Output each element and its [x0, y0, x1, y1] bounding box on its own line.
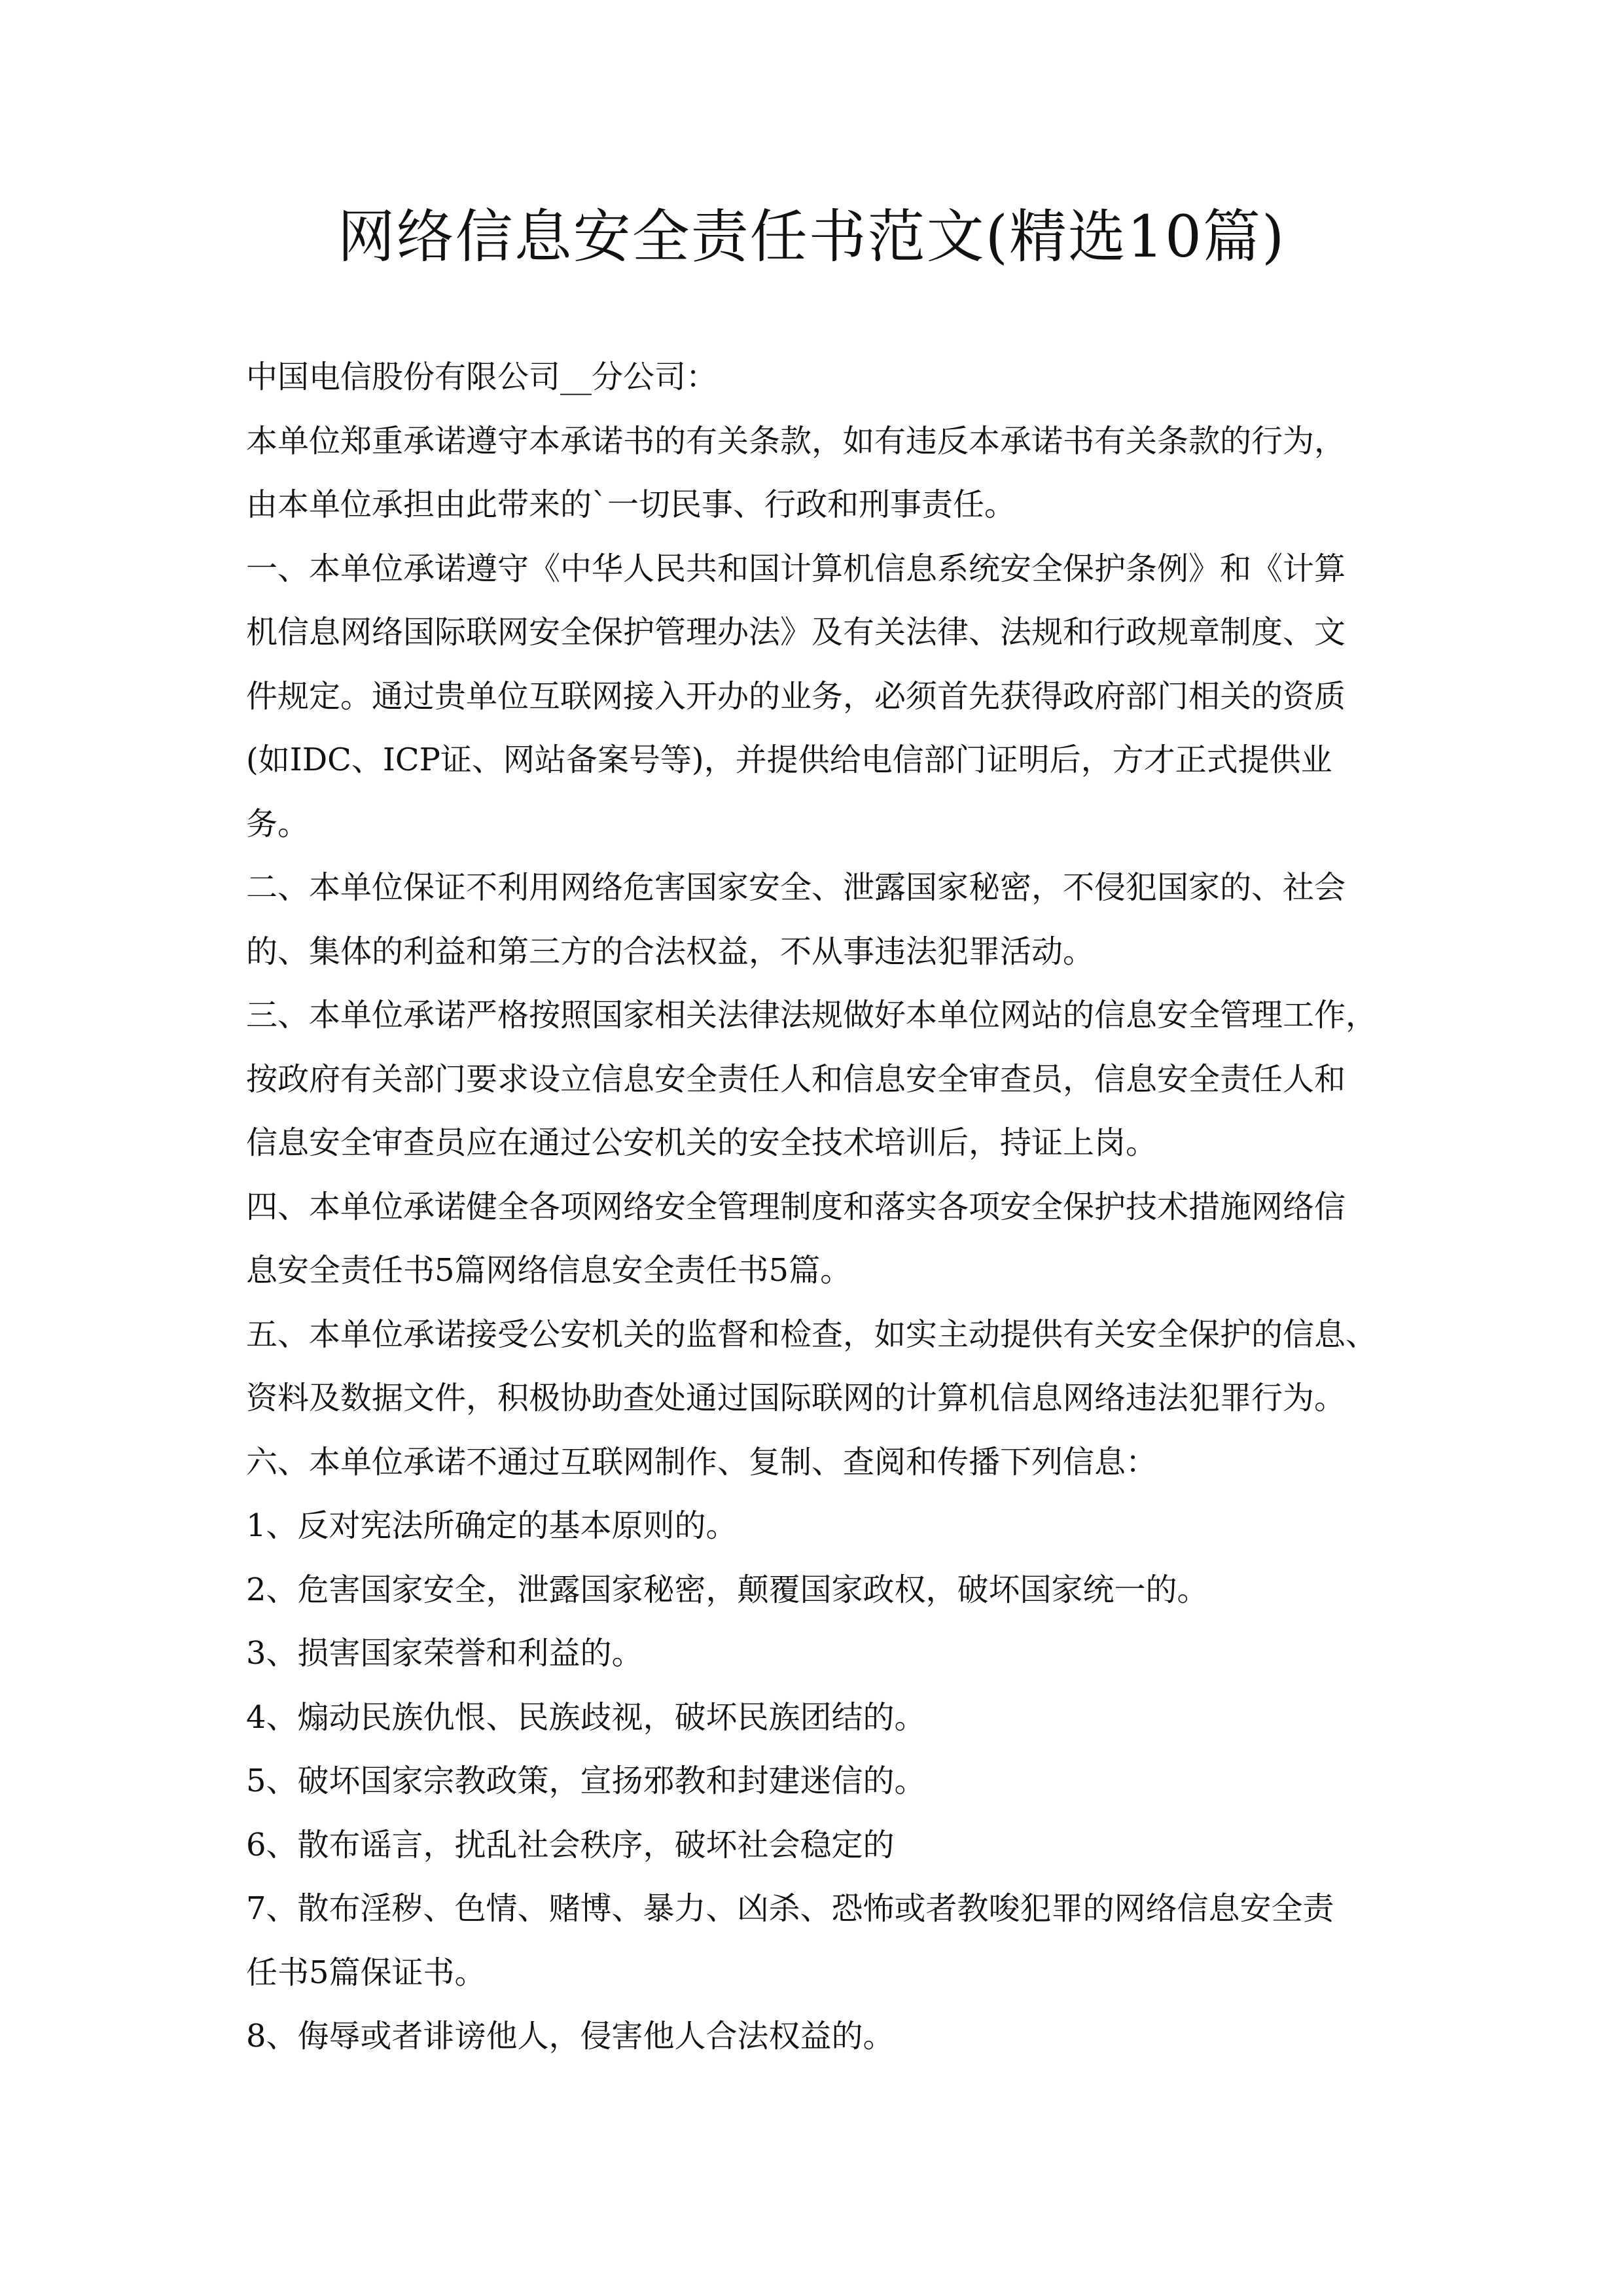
paragraph-line: 4、煽动民族仇恨、民族歧视，破坏民族团结的。 — [246, 1698, 926, 1736]
document-title: 网络信息安全责任书范文(精选10篇) — [337, 203, 1286, 270]
paragraph-line: 五、本单位承诺接受公安机关的监督和检查，如实主动提供有关安全保护的信息、 — [246, 1316, 1378, 1353]
paragraph-line: 1、反对宪法所确定的基本原则的。 — [246, 1507, 738, 1544]
paragraph-line: 2、危害国家安全，泄露国家秘密，颠覆国家政权，破坏国家统一的。 — [246, 1571, 1209, 1608]
paragraph-line: 任书5篇保证书。 — [246, 1954, 486, 1991]
paragraph-line: 信息安全审查员应在通过公安机关的安全技术培训后，持证上岗。 — [246, 1124, 1158, 1161]
paragraph-line: 8、侮辱或者诽谤他人，侵害他人合法权益的。 — [246, 2018, 895, 2054]
paragraph-line: 件规定。通过贵单位互联网接入开办的业务，必须首先获得政府部门相关的资质 — [246, 677, 1346, 715]
paragraph-line: 务。 — [246, 805, 310, 842]
paragraph-line: 息安全责任书5篇网络信息安全责任书5篇。 — [246, 1252, 852, 1289]
paragraph-line: 6、散布谣言，扰乱社会秩序，破坏社会稳定的 — [246, 1826, 895, 1863]
paragraph-line: 3、损害国家荣誉和利益的。 — [246, 1635, 643, 1672]
paragraph-line: 7、散布淫秽、色情、赌博、暴力、凶杀、恐怖或者教唆犯罪的网络信息安全责 — [246, 1890, 1334, 1927]
paragraph-line: 中国电信股份有限公司__分公司： — [246, 359, 718, 395]
paragraph-line: 三、本单位承诺严格按照国家相关法律法规做好本单位网站的信息安全管理工作， — [246, 997, 1378, 1033]
paragraph-line: 一、本单位承诺遵守《中华人民共和国计算机信息系统安全保护条例》和《计算 — [246, 550, 1346, 587]
paragraph-line: 四、本单位承诺健全各项网络安全管理制度和落实各项安全保护技术措施网络信 — [246, 1188, 1346, 1225]
paragraph-line: 本单位郑重承诺遵守本承诺书的有关条款，如有违反本承诺书有关条款的行为， — [246, 422, 1346, 459]
paragraph-line: 由本单位承担由此带来的`一切民事、行政和刑事责任。 — [246, 486, 1016, 523]
paragraph-line: 资料及数据文件，积极协助查处通过国际联网的计算机信息网络违法犯罪行为。 — [246, 1380, 1346, 1416]
paragraph-line: (如IDC、ICP证、网站备案号等)，并提供给电信部门证明后，方才正式提供业 — [246, 742, 1332, 778]
paragraph-line: 按政府有关部门要求设立信息安全责任人和信息安全审查员，信息安全责任人和 — [246, 1060, 1346, 1098]
paragraph-line: 5、破坏国家宗教政策，宣扬邪教和封建迷信的。 — [246, 1763, 926, 1799]
paragraph-line: 六、本单位承诺不通过互联网制作、复制、查阅和传播下列信息： — [246, 1443, 1158, 1480]
paragraph-line: 机信息网络国际联网安全保护管理办法》及有关法律、法规和行政规章制度、文 — [246, 614, 1346, 651]
document-body — [246, 346, 1411, 2069]
paragraph-line: 二、本单位保证不利用网络危害国家安全、泄露国家秘密，不侵犯国家的、社会 — [246, 869, 1346, 906]
paragraph-line: 的、集体的利益和第三方的合法权益，不从事违法犯罪活动。 — [246, 933, 1095, 970]
